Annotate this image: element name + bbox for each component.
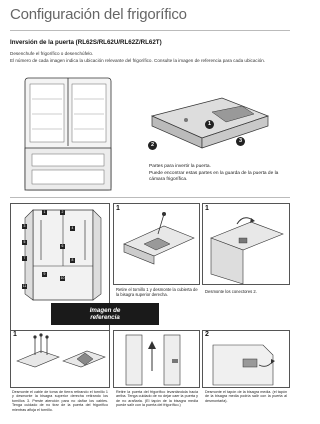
reference-label-line-1: Imagen de: [89, 307, 121, 314]
reference-marker-9: 9: [43, 272, 46, 276]
reference-marker-11: 11: [22, 284, 27, 288]
intro-line-1: Desenchufe el frigorífico o desenchúfelo.: [10, 51, 94, 56]
intro-line-2: El número de cada imagen indica la ubicación relevante del frigorífico. Consulte la imagen de referencia para cada ubicación.: [10, 58, 266, 63]
step-2-number: 1: [205, 205, 209, 212]
reference-marker-3: 3: [23, 224, 26, 228]
step-2-caption: Desmonte los conectores 2.: [205, 289, 257, 294]
step-1-number: 1: [116, 205, 120, 212]
title-divider: [10, 30, 290, 31]
reference-marker-7: 7: [23, 256, 26, 260]
step-3-caption: Desmonte el cable de toma de tierra retirando el tornillo 1 y desmonte la bisagra superior derecha retirando los tornillos 3. Preste atención para no dañar los cables. Tenga cuidado de no tirar de la puerta del frigorífico mientras afloja el tornillo.: [12, 390, 108, 412]
reference-marker-2: 2: [61, 210, 64, 214]
part-marker-2: 2: [148, 141, 157, 150]
section-heading: Inversión de la puerta (RL62S/RL62U/RL62Z/RL62T): [10, 39, 162, 46]
reference-marker-8: 8: [71, 258, 74, 262]
step-panel-4: [113, 330, 200, 388]
part-marker-3: 3: [236, 137, 245, 146]
part-marker-1: 1: [205, 120, 214, 129]
fridge-illustration: [22, 74, 114, 194]
step-panel-1: [113, 203, 200, 285]
step-5-number: 2: [205, 331, 209, 338]
reference-marker-1: 1: [43, 210, 46, 214]
reference-marker-6: 6: [61, 244, 64, 248]
step-4-caption: Retire la puerta del frigorífico levantándola hacia arriba. Tenga cuidado de no dejar caer la puerta y de no arañarla. (El tapón de la bisagra media puede salir con la puerta del frigorífico.): [116, 390, 198, 408]
step-3-number: 1: [13, 331, 17, 338]
step-panel-5: [202, 330, 290, 388]
parts-callout-line-2: Puede encontrar estas partes en la guarda de la puerta de la cámara frigorífica.: [149, 171, 279, 182]
reference-label: [51, 303, 159, 325]
reference-label-line-2: referencia: [90, 314, 120, 321]
reference-marker-4: 4: [71, 226, 74, 230]
reference-marker-10: 10: [60, 276, 65, 280]
parts-callout-line-1: Partes para invertir la puerta.: [149, 164, 211, 169]
step-5-caption: Desmonte el tapón de la bisagra media. (el tapón de la bisagra media podría salir con la puerta al desmontarla).: [205, 390, 287, 403]
reference-marker-5: 5: [23, 240, 26, 244]
page-title: Configuración del frigorífico: [10, 6, 187, 23]
section-divider: [10, 197, 290, 198]
step-panel-3: [10, 330, 110, 388]
step-panel-2: [202, 203, 290, 285]
step-1-caption: Retire el tornillo 1 y desmonte la cubierta de la bisagra superior derecha.: [116, 287, 198, 297]
